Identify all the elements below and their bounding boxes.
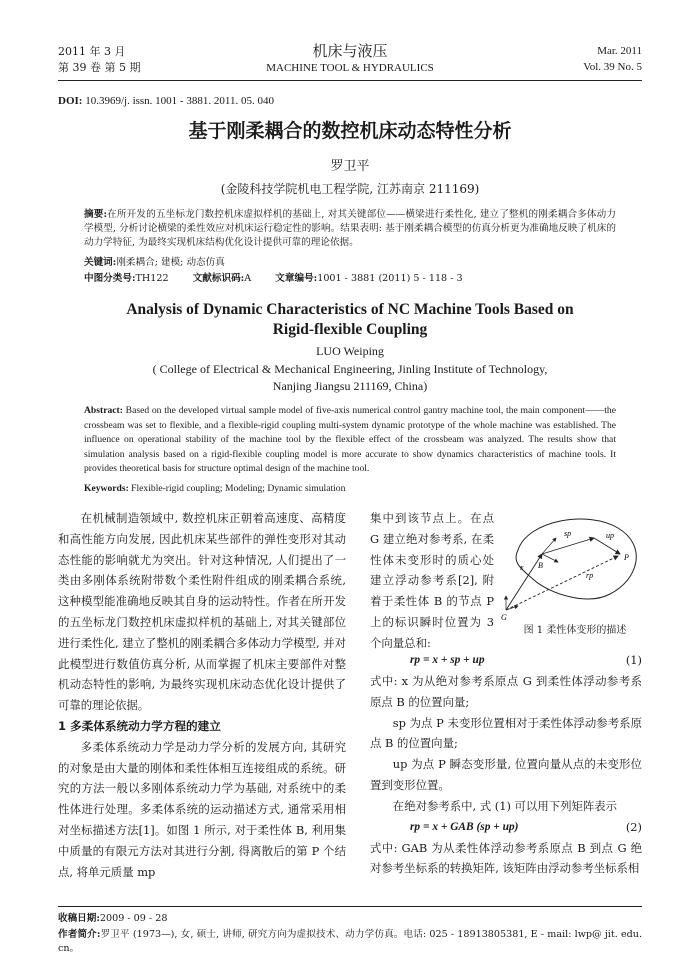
equation-2-body: rp = x + GAB (sp + up): [410, 820, 519, 833]
author-cn: 罗卫平: [330, 159, 370, 174]
abstract-cn-text: 在所开发的五坐标龙门数控机床虚拟样机的基础上, 对其关键部位——横梁进行柔性化, 建立了整机的刚柔耦合多体动力学模型, 分析讨论横梁的柔性效应对机床运行稳定性的影响。结果表明: 基于刚柔耦合模型的仿真分析更为准确地反映了机床的动力学特征, 为最终实现机床结构优化设计提供可靠的理论依据。: [84, 209, 617, 248]
eq1-explanation: 式中: x 为从绝对参考系原点 G 到柔性体浮动参考系原点 B 的位置向量;: [370, 674, 642, 709]
equation-2: [370, 817, 642, 838]
abstract-en-text: Based on the developed virtual sample model of five-axis numerical control gantry machine tool, the main component——the crossbeam was set to flexible, and a flexible-rigid coupling multi-system dynamic prototype of the whole machine was established. The influence on operational stability of the machine tool by the flexible effect of the crossbeam was analyzed. The results show that simulation analysis based on a rigid-flexible coupling model is more accurate to show dynamics characteristics of machine tools. It provides theoretical basis for structure optimal design of the machine tool.: [84, 405, 616, 475]
header-date-en: Mar. 2011: [597, 45, 642, 57]
label-p: P: [624, 553, 629, 562]
keywords-en-text: Flexible-rigid coupling; Modeling; Dynamic simulation: [131, 483, 346, 494]
equation-1-number: (1): [625, 653, 642, 667]
abstract-cn-label: 摘要:: [84, 209, 108, 220]
left-column: [58, 508, 346, 882]
paper-title-en-line1: Analysis of Dynamic Characteristics of NC Machine Tools Based on: [126, 301, 574, 318]
classification-line: [84, 272, 616, 286]
label-x: x: [520, 563, 524, 572]
right-column-body: [370, 650, 642, 879]
equation-2-number: (2): [625, 819, 642, 834]
received-value: 2009 - 09 - 28: [99, 913, 168, 924]
author-bio: [58, 928, 642, 956]
flexible-body-outline: [516, 519, 636, 599]
header-rule: [58, 80, 642, 81]
label-s: sp: [564, 529, 572, 538]
doi-line: [58, 94, 274, 109]
keywords-cn-text: 刚柔耦合; 建模; 动态仿真: [116, 257, 225, 268]
author-en: LUO Weiping: [316, 344, 384, 358]
doc-code-label: 文献标识码:: [192, 273, 245, 284]
affiliation-en-line1: ( College of Electrical & Mechanical Engineering, Jinling Institute of Technology,: [152, 362, 548, 376]
matrix-intro: 在绝对参考系中, 式 (1) 可以用下列矩阵表示: [392, 798, 618, 813]
label-b: B: [538, 561, 543, 570]
abstract-en-label: Abstract:: [84, 405, 123, 416]
equation-1-body: rp = x + sp + up: [410, 654, 485, 666]
doi-label: DOI:: [58, 95, 83, 107]
keywords-en: [84, 482, 616, 497]
keywords-cn: [84, 256, 616, 270]
section-1-heading: 1 多柔体系统动力学方程的建立: [58, 718, 221, 733]
bio-text: 罗卫平 (1973—), 女, 硕士, 讲师, 研究方向为虚拟技术、动力学仿真。电话: 025 - 18913805381, E - mail: lwp@ jit. edu. cn。: [58, 929, 642, 954]
affiliation-cn: (金陵科技学院机电工程学院, 江苏南京 211169): [220, 182, 480, 196]
keywords-en-label: Keywords:: [84, 483, 129, 494]
clc-value: TH122: [135, 273, 169, 284]
article-no-value: 1001 - 3881 (2011) 5 - 118 - 3: [317, 273, 463, 284]
journal-title-en: MACHINE TOOL & HYDRAULICS: [266, 62, 434, 74]
eq2-explanation: 式中: GAB 为从柔性体浮动参考系原点 B 到点 G 绝对参考坐标系的转换矩阵, 该矩阵由浮动参考坐标系相: [370, 840, 642, 876]
equation-1: [370, 650, 642, 671]
figure-1-flexible-body-diagram: [498, 510, 646, 622]
up-explanation: up 为点 P 瞬态变形量, 位置向量从点的未变形位置到变形位置。: [370, 757, 642, 792]
label-g: G: [501, 613, 507, 622]
section-1-paragraph: 多柔体系统动力学是动力学分析的发展方向, 其研究的对象是由大量的刚体和柔性体相互连接组成的系统。研究的方法一般以多刚体系统动力学为基础, 对系统中的柔性体进行处理。多柔体系统的运动描述方式, 通常采用相对坐标描述方法[1]。如图 1 所示, 对于柔性体 B, 利用集中质量的有限元方法对其进行分割, 得离散后的第 P 个结点, 将单元质量 mp: [58, 739, 346, 879]
received-date: [58, 912, 642, 926]
keywords-cn-label: 关键词:: [84, 257, 117, 268]
clc-label: 中图分类号:: [84, 273, 136, 284]
label-u: up: [606, 531, 614, 540]
affiliation-en-line2: Nanjing Jiangsu 211169, China): [272, 379, 428, 393]
figure-side-text: 集中到该节点上。在点 G 建立绝对参考系, 在柔性体未变形时的质心处建立浮动参考系[2], 附着于柔性体 B 的节点 P 上的标识瞬时位置为 3 个向量总和:: [370, 511, 494, 650]
intro-paragraph: 在机械制造领域中, 数控机床正朝着高速度、高精度和高性能方向发展, 因此机床某些部件的弹性变形对其动态性能的影响就尤为突出。针对这种情况, 人们提出了一类由多刚体系统附带数个柔性附件组成的刚柔耦合系统, 这种模型能准确地反映其自身的运动特性。作者在所开发的五坐标龙门数控机床虚拟样机的基础上, 对其关键部位进行柔性化, 建立了整机的刚柔耦合多体动力学模型, 并对此模型进行数值仿真分析, 从而掌握了机床主要部件对整机动态特性的影响, 为最终实现机床动态优化设计提供了可靠的理论依据。: [58, 511, 346, 713]
article-no-label: 文章编号:: [275, 273, 318, 284]
abstract-en: [84, 404, 616, 477]
doc-code-value: A: [244, 273, 252, 284]
header-date: 2011 年 3 月: [58, 45, 126, 58]
sp-explanation: sp 为点 P 未变形位置相对于柔性体浮动参考系原点 B 的位置向量;: [370, 715, 642, 751]
u-vector: [594, 538, 620, 554]
paper-title-cn: 基于刚柔耦合的数控机床动态特性分析: [188, 120, 512, 142]
axis-arrow-2: [542, 554, 558, 562]
bio-label: 作者简介:: [58, 929, 101, 940]
s-vector: [542, 538, 594, 554]
abstract-cn: [84, 208, 616, 250]
journal-title-cn: 机床与液压: [312, 42, 388, 60]
paper-title-en-line2: Rigid-flexible Coupling: [272, 321, 428, 338]
figure-1-caption: 图 1 柔性体变形的描述: [523, 625, 627, 636]
received-label: 收稿日期:: [58, 913, 100, 924]
header-volume-en: Vol. 39 No. 5: [583, 61, 642, 73]
label-r: rp: [586, 571, 594, 580]
footer-rule: [58, 906, 642, 907]
header-issue: 第 39 卷 第 5 期: [58, 61, 141, 74]
doi-value[interactable]: 10.3969/j. issn. 1001 - 3881. 2011. 05. 040: [85, 95, 274, 107]
